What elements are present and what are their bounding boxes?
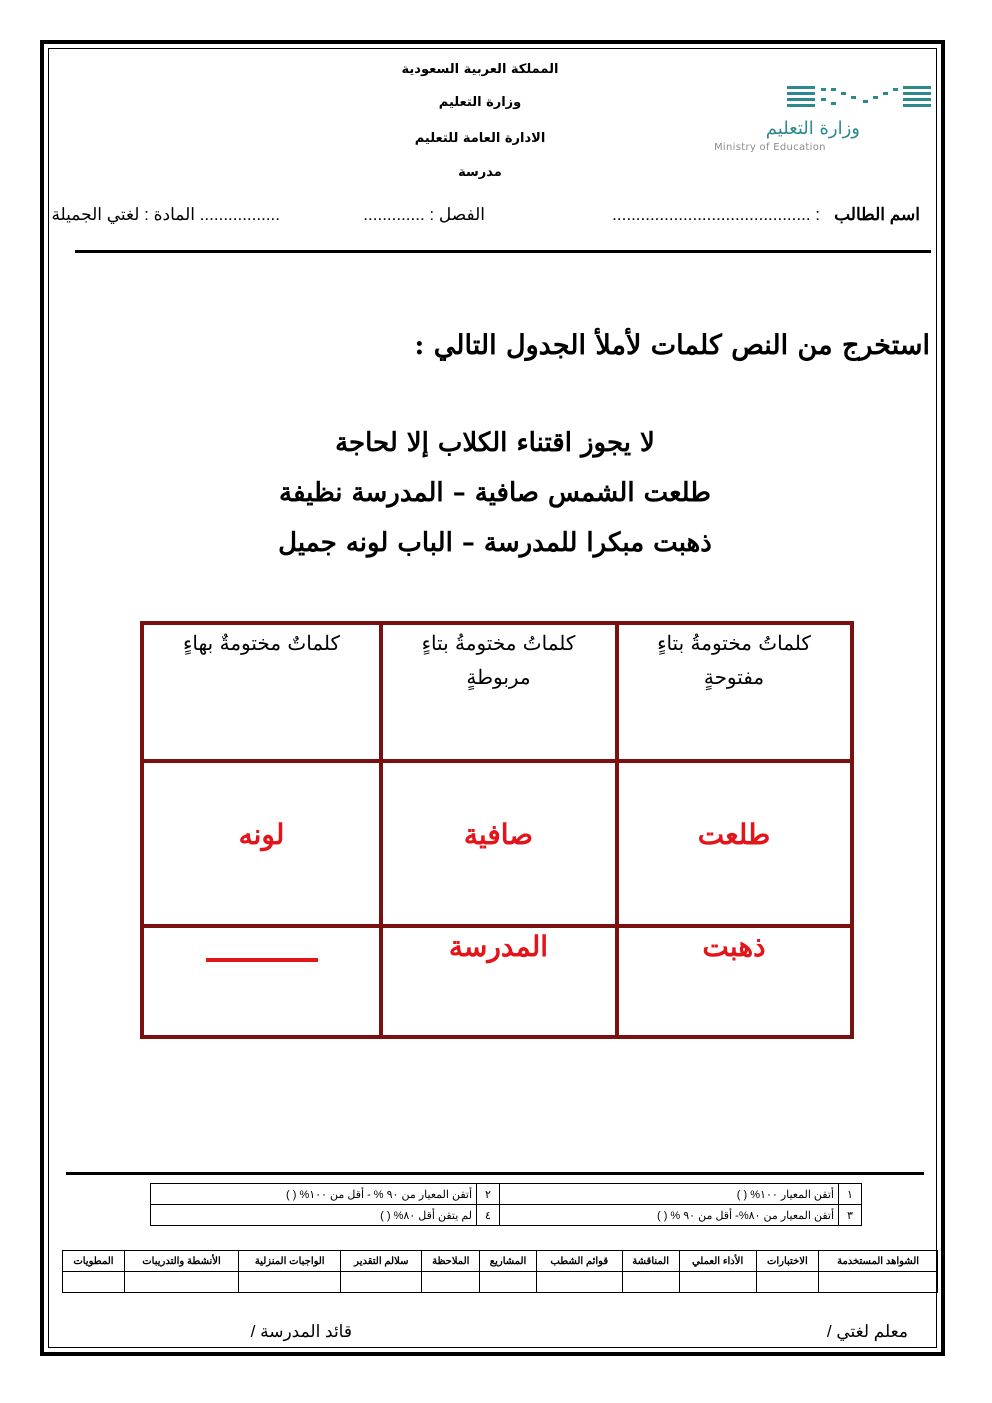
sentence-1: لا يجوز اقتناء الكلاب إلا لحاجة xyxy=(335,428,655,458)
evidence-cell[interactable] xyxy=(819,1272,938,1293)
header-school: مدرسة xyxy=(458,165,502,180)
mastery-legend xyxy=(150,1183,862,1226)
evidence-cell[interactable] xyxy=(239,1272,341,1293)
evidence-column: المطويات xyxy=(63,1251,125,1272)
answer-open-taa-2[interactable]: ذهبت xyxy=(702,930,766,963)
subject-field[interactable]: ................. المادة : لغتي الجميلة xyxy=(51,205,280,224)
evidence-column: الأنشطة والتدريبات xyxy=(124,1251,238,1272)
header-ministry: وزارة التعليم xyxy=(438,95,522,110)
legend-text: أتقن المعيار من ٩٠ % - أقل من ١٠٠% ( ) xyxy=(151,1184,477,1205)
legend-text: أتقن المعيار من ٨٠%- أقل من ٩٠ % ( ) xyxy=(500,1205,839,1226)
legend-row xyxy=(151,1205,862,1226)
header-divider xyxy=(75,250,931,253)
principal-signature: قائد المدرسة / xyxy=(250,1322,352,1341)
answer-haa-1[interactable]: لونه xyxy=(238,818,285,851)
evidence-cell[interactable] xyxy=(63,1272,125,1293)
evidence-column: قوائم الشطب xyxy=(536,1251,622,1272)
answer-tied-taa-2[interactable]: المدرسة xyxy=(448,930,549,963)
evidence-cell[interactable] xyxy=(536,1272,622,1293)
legend-num: ١ xyxy=(839,1184,862,1205)
evidence-cell[interactable] xyxy=(480,1272,537,1293)
evidence-column: الواجبات المنزلية xyxy=(239,1251,341,1272)
logo-arabic-text: وزارة التعليم xyxy=(765,118,860,139)
evidence-column: المشاريع xyxy=(480,1251,537,1272)
evidence-column: الاختبارات xyxy=(756,1251,819,1272)
header-haa xyxy=(144,626,379,660)
header-tied-taa-line2: مربوطةٍ xyxy=(466,665,531,689)
header-open-taa xyxy=(617,626,851,694)
header-open-taa-line1: كلماتُ مختومةُ بتاءٍ xyxy=(657,631,811,655)
evidence-cell[interactable] xyxy=(124,1272,238,1293)
instruction-text: استخرج من النص كلمات لأملأ الجدول التالي : xyxy=(414,330,930,361)
evidence-column: الملاحظة xyxy=(422,1251,480,1272)
answer-haa-2-dash xyxy=(206,958,318,962)
class-field[interactable]: الفصل : ............. xyxy=(363,205,485,224)
legend-text: أتقن المعيار ١٠٠% ( ) xyxy=(500,1184,839,1205)
evidence-column: المناقشة xyxy=(622,1251,679,1272)
evidence-cell[interactable] xyxy=(679,1272,756,1293)
answer-tied-taa-1[interactable]: صافية xyxy=(463,818,534,851)
legend-row xyxy=(151,1184,862,1205)
ministry-logo xyxy=(710,80,940,160)
table-row-divider xyxy=(144,759,850,763)
logo-english-text: Ministry of Education xyxy=(714,142,826,153)
evidence-column: الشواهد المستخدمة xyxy=(819,1251,938,1272)
evidence-table xyxy=(62,1250,938,1293)
header-directorate: الادارة العامة للتعليم xyxy=(414,131,546,146)
header-kingdom: المملكة العربية السعودية xyxy=(401,62,559,77)
evidence-cell[interactable] xyxy=(756,1272,819,1293)
evidence-entry-row xyxy=(63,1272,938,1293)
teacher-signature: معلم لغتي / xyxy=(826,1322,908,1341)
legend-num: ٢ xyxy=(477,1184,500,1205)
evidence-cell[interactable] xyxy=(422,1272,480,1293)
legend-text: لم يتقن أقل ٨٠% ( ) xyxy=(151,1205,477,1226)
evidence-cell[interactable] xyxy=(341,1272,422,1293)
evidence-header-row xyxy=(63,1251,938,1272)
sentence-2: طلعت الشمس صافية – المدرسة نظيفة xyxy=(279,478,711,508)
evidence-column: سلالم التقدير xyxy=(341,1251,422,1272)
evidence-cell[interactable] xyxy=(622,1272,679,1293)
legend-num: ٣ xyxy=(839,1205,862,1226)
footer-divider xyxy=(66,1172,924,1175)
evidence-column: الأداء العملي xyxy=(679,1251,756,1272)
ministry-logo-dots-icon xyxy=(785,84,935,112)
table-row-divider xyxy=(144,924,850,928)
answer-open-taa-1[interactable]: طلعت xyxy=(697,818,771,851)
header-tied-taa xyxy=(382,626,615,694)
header-haa-line1: كلماتٌ مختومةٌ بهاءٍ xyxy=(182,631,341,655)
header-tied-taa-line1: كلماتُ مختومةُ بتاءٍ xyxy=(421,631,576,655)
header-open-taa-line2: مفتوحةٍ xyxy=(703,665,765,689)
student-name-label: اسم الطالب xyxy=(834,205,920,224)
student-info-row xyxy=(51,205,920,231)
student-name-field[interactable]: : .......................................... xyxy=(612,205,820,224)
legend-num: ٤ xyxy=(477,1205,500,1226)
sentence-3: ذهبت مبكرا للمدرسة – الباب لونه جميل xyxy=(278,528,712,558)
